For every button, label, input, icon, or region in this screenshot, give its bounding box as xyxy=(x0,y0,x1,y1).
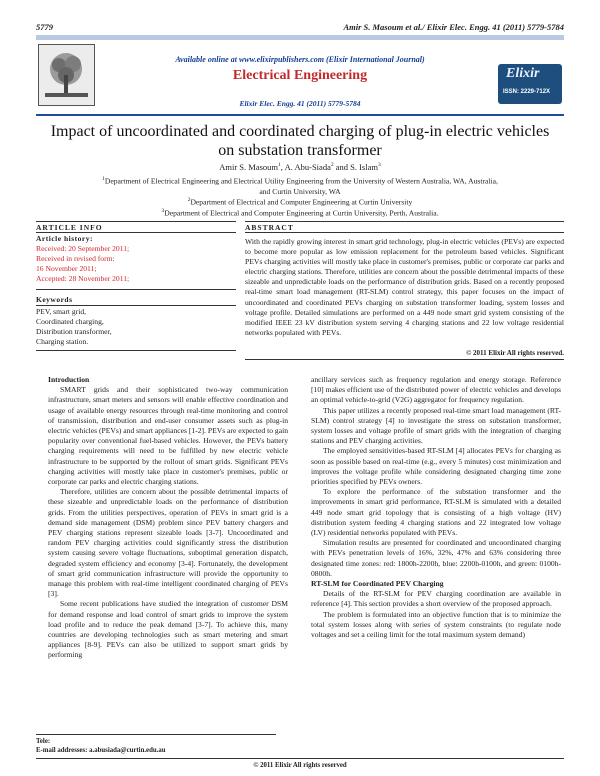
issn: ISSN: 2229-712X xyxy=(503,89,551,95)
history-item: Received: 20 September 2011; xyxy=(36,244,130,253)
paragraph: SMART grids and their sophisticated two-way communication infrastructure, smart meters and sensors will enable effective coordination and usage of available energy resources through real-time monitoring and control of transmission, distribution and end-user consumer assets such as plug-in electric vehicles (PEVs) and smart appliances [1-2]. PEVs are expected to gain popularity over conventional fuel-based vehicles. However, the PEVs battery charging requirements will need to be fulfilled by new electric vehicle infrastructure to be supported by the rollout of smart grids. Significant PEVs charging activities will mostly take place in customer's premises, public or corporate car parks and electric charging stations. xyxy=(48,385,288,487)
paragraph: Therefore, utilities are concern about the possible detrimental impacts of these sizeable and unpredictable loads on the performance of distribution grids. From the utilities perspectives, operation of PEVs in smart grid is a demand side management (DSM) problem since PEV battery chargers and PEV charging stations represent sizeable loads [3-7]. Uncoordinated and random PEV charging activities could significantly stress the distribution system causing severe voltage fluctuations, suboptimal generation dispatch, degraded system efficiency and economy [3-4]. Fortunately, the development of smart grid communication infrastructure will provide the opportunity to manage this problem with real-time intelligent coordinated charging of PEVs [3]. xyxy=(48,487,288,599)
footnote-tele: Tele: xyxy=(36,738,51,745)
author-sup: 3 xyxy=(378,162,381,169)
keyword: PEV, smart grid, xyxy=(36,307,87,316)
paragraph: Details of the RT-SLM for PEV charging coordination are available in reference [4]. This section provides a short overview of the proposed approach. xyxy=(311,589,561,609)
abstract-heading: ABSTRACT xyxy=(245,223,294,232)
paragraph: To explore the performance of the substation transformer and the improvements in smart grid performance, RT-SLM is simulated with a detailed 449 node smart grid topology that is consisting of a high voltage (HV) distribution system feeding 4 charging stations and 22 integrated low voltage (LV) residential networks populated with PEVs. xyxy=(311,487,561,538)
keywords-heading: Keywords xyxy=(36,295,73,304)
affiliation-line: Department of Electrical Engineering and Electrical Utility Engineering from the University of Western Australia, WA, Australia, xyxy=(104,176,498,186)
body-right-column xyxy=(311,375,561,640)
affiliation-sup: 2 xyxy=(187,197,191,203)
affiliation-line: Department of Electrical and Computer Engineering at Curtin University xyxy=(190,197,413,207)
elixir-logo xyxy=(498,64,562,104)
author-name: Amir S. Masoum xyxy=(219,162,279,172)
author-sup: 2 xyxy=(330,162,334,169)
keyword: Distribution transformer, xyxy=(36,327,112,336)
affiliation-sup: 3 xyxy=(161,208,165,214)
info-bottom-rule xyxy=(36,350,236,351)
journal-name: Electrical Engineering xyxy=(232,68,368,83)
affiliation xyxy=(60,174,540,197)
section-heading: RT-SLM for Coordinated PEV Charging xyxy=(311,579,444,589)
keyword: Coordinated charging, xyxy=(36,317,104,326)
running-citation: Amir S. Masoum et al./ Elixir Elec. Engg. 41 (2011) 5779-5784 xyxy=(343,22,564,32)
footer-copyright: © 2011 Elixir All rights reserved xyxy=(253,762,347,769)
body-left-column xyxy=(48,375,288,661)
paragraph: The employed sensitivities-based RT-SLM [4] allocates PEVs for charging as soon as possible based on real-time (e.g., every 5 minutes) cost minimization and improves the voltage profile while considering designated charging time zone priorities specified by PEVs owners. xyxy=(311,446,561,487)
article-info-heading: ARTICLE INFO xyxy=(36,223,103,232)
paragraph: This paper utilizes a recently proposed real-time smart load management (RT-SLM) control strategy [4] to investigate the stress on substation transformer, system losses and voltage profile of smart grids with the integration of charging stations and PEV charging activities. xyxy=(311,405,561,446)
footnote-email: E-mail addresses: a.abusiada@curtin.edu.au xyxy=(36,747,166,754)
footnote-rule xyxy=(36,734,276,735)
journal-citation: Elixir Elec. Engg. 41 (2011) 5779-5784 xyxy=(239,99,361,108)
paragraph: Simulation results are presented for coordinated and uncoordinated charging with PEVs penetration levels of 16%, 32%, 47% and 63% considering three designated time zones: red: 1800h-2200h, blue: 2200h-0100h, and green: 0100h-0800h. xyxy=(311,538,561,578)
header-bar xyxy=(36,35,564,40)
paper-title xyxy=(40,122,560,160)
affiliation-line: Department of Electrical and Computer Engineering at Curtin University, Perth, Australia. xyxy=(164,208,439,218)
affiliation-sup: 1 xyxy=(102,176,105,182)
header-rule xyxy=(36,114,564,116)
author-separator: , xyxy=(280,162,285,172)
author-sup: 1 xyxy=(278,162,281,169)
author-list xyxy=(0,162,600,172)
author-name: S. Islam xyxy=(350,162,378,172)
keyword: Charging station. xyxy=(36,337,89,346)
abstract-copyright: © 2011 Elixir All rights reserved. xyxy=(466,349,564,357)
paragraph: ancillary services such as frequency regulation and energy storage. Reference [10] makes efficient use of the distributed power of electric vehicles and develops an optimal vehicle-to-grid (V2G) aggregator for frequency regulation. xyxy=(311,375,561,405)
page-number: 5779 xyxy=(36,22,53,32)
section-heading: Introduction xyxy=(48,375,90,384)
affiliation-line: and Curtin University, WA xyxy=(259,186,341,196)
paragraph: Some recent publications have studied the integration of customer DSM for demand response and load control of smart grids to improve the system load profile and to reduce the peak demand [3-7]. To achieve this, many countries are developing technologies such as smart metering and smart appliances [8-9]. PEVs can also be utilized to support smart grids by performing xyxy=(48,599,288,660)
keyword-list xyxy=(36,307,112,347)
abstract-rule xyxy=(245,232,564,233)
author-name: A. Abu-Siada xyxy=(284,162,331,172)
footer-rule xyxy=(36,758,564,759)
history-item: Received in revised form: xyxy=(36,254,115,263)
online-availability: Available online at www.elixirpublishers.com (Elixir International Journal) xyxy=(175,55,425,64)
info-rule xyxy=(36,305,236,306)
paragraph: The problem is formulated into an objective function that is to minimize the total system losses along with series of system constraints (to regulate node voltages and set a ceiling limit for the total maximum system demand) xyxy=(311,609,561,640)
title-line: Impact of uncoordinated and coordinated charging of plug-in electric vehicles xyxy=(50,123,550,140)
abstract-top-rule xyxy=(245,221,564,222)
abstract-text: With the rapidly growing interest in smart grid technology, plug-in electric vehicles (PEVs) are expected to become more popular as low emission replacement for the petroleum based vehicles. Significant PEVs charging activities will mostly take place in customer's premises, public or corporate car parks and electric charging stations. Therefore, utilities are concern about the possible detrimental impacts of these sizeable and unpredictable loads on the performance of distribution grids. Based on a recently proposed real-time smart load management (RT-SLM) control strategy, this paper focuses on the impact of uncoordinated and coordinated PEVs charging on substation transformer loading, system losses and voltage profile. Detailed simulations are performed on a 449 node smart grid system consisting of the modified IEEE 23 kV distribution system serving 4 charging stations and 22 low voltage residential networks populated with PEVs. xyxy=(245,237,564,337)
affiliation xyxy=(60,206,540,219)
info-top-rule xyxy=(36,221,236,222)
history-item: 16 November 2011; xyxy=(36,264,97,273)
abstract-bottom-rule xyxy=(245,359,564,360)
elixir-logo-text: Elixir xyxy=(506,66,540,81)
info-rule xyxy=(36,289,236,290)
history-list xyxy=(36,244,129,284)
history-heading: Article history: xyxy=(36,234,93,243)
author-separator: and xyxy=(333,162,351,172)
title-line: on substation transformer xyxy=(218,142,382,159)
history-item: Accepted: 28 November 2011; xyxy=(36,274,130,283)
info-rule xyxy=(36,232,236,233)
